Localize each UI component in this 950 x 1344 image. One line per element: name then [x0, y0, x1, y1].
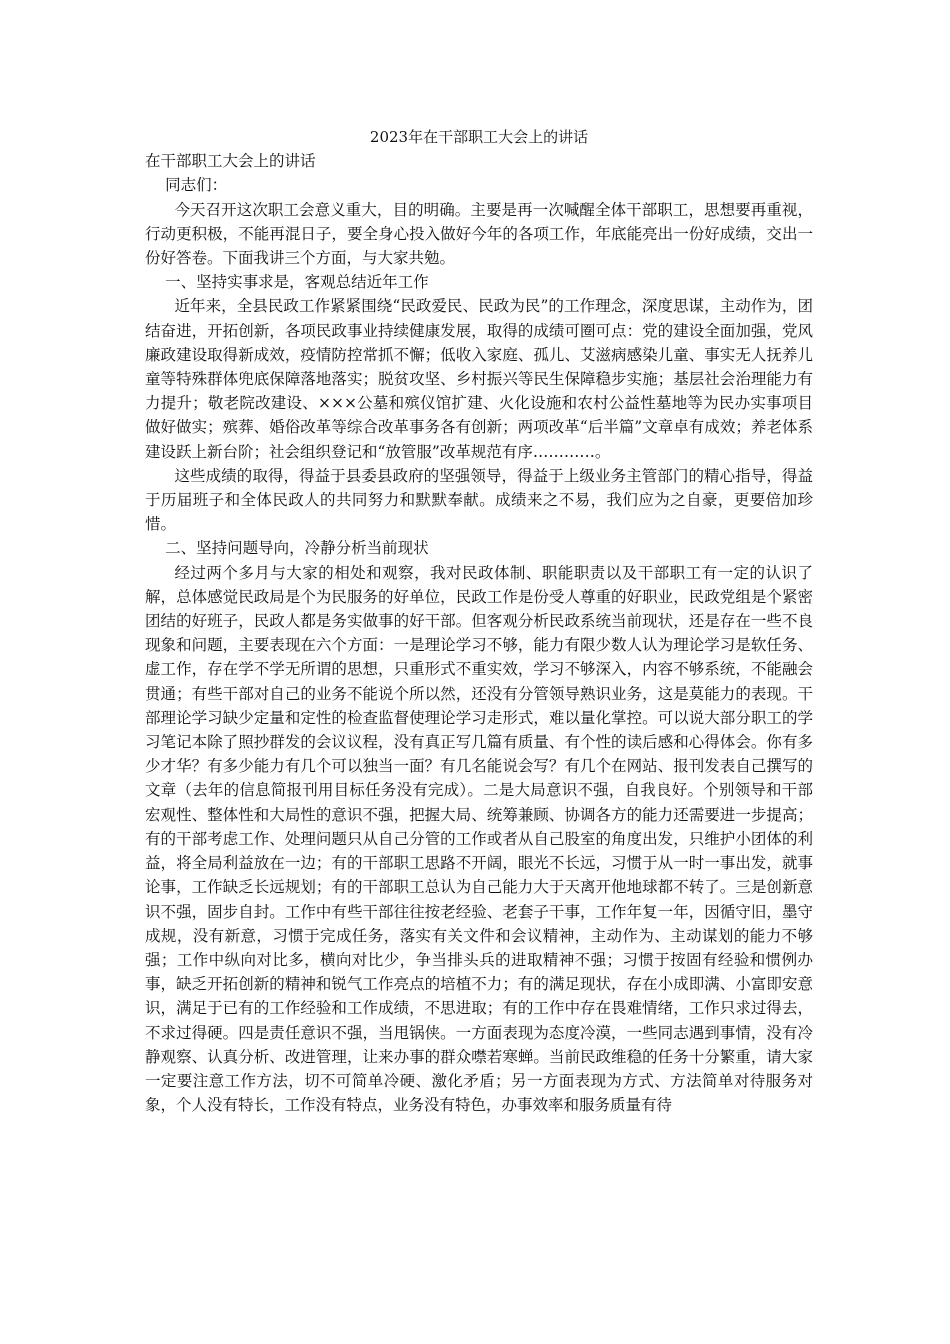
document-body: [145, 125, 813, 1117]
paragraph-problems: 经过两个多月与大家的相处和观察，我对民政体制、职能职责以及干部职工有一定的认识了解，总体感觉民政局是个为民服务的好单位，民政工作是份受人尊重的好职业，民政党组是个紧密团结的好班子，民政人都是务实做事的好干部。但客观分析民政系统当前现状，还是存在一些不良现象和问题，主要表现在六个方面：一是理论学习不够，能力有限少数人认为理论学习是软任务、虚工作，存在学不学无所谓的思想，只重形式不重实效，学习不够深入，内容不够系统，不能融会贯通；有些干部对自己的业务不能说个所以然，还没有分管领导熟识业务，这是莫能力的表现。干部理论学习缺少定量和定性的检查监督使理论学习走形式，难以量化掌控。可以说大部分职工的学习笔记本除了照抄群发的会议议程，没有真正写几篇有质量、有个性的读后感和心得体会。你有多少才华？有多少能力有几个可以独当一面？有几名能说会写？有几个在网站、报刊发表自己撰写的文章（去年的信息简报刊用目标任务没有完成）。二是大局意识不强，自我良好。个别领导和干部宏观性、整体性和大局性的意识不强，把握大局、统筹兼顾、协调各方的能力还需要进一步提高；有的干部考虑工作、处理问题只从自己分管的工作或者从自己股室的角度出发，只维护小团体的利益，将全局利益放在一边；有的干部职工思路不开阔，眼光不长远，习惯于从一时一事出发，就事论事，工作缺乏长远规划；有的干部职工总认为自己能力大于天离开他地球都不转了。三是创新意识不强，固步自封。工作中有些干部往往按老经验、老套子干事，工作年复一年，因循守旧，墨守成规，没有新意，习惯于完成任务，落实有关文件和会议精神，主动作为、主动谋划的能力不够强；工作中纵向对比多，横向对比少，争当排头兵的进取精神不强；习惯于按固有经验和惯例办事，缺乏开拓创新的精神和锐气工作亮点的培植不力；有的满足现状，存在小成即满、小富即安意识，满足于已有的工作经验和工作成绩，不思进取；有的工作中存在畏难情绪，工作只求过得去，不求过得硬。四是责任意识不强，当甩锅侠。一方面表现为态度冷漠，一些同志遇到事情，没有冷静观察、认真分析、改进管理，让来办事的群众噤若寒蝉。当前民政维稳的任务十分繁重，请大家一定要注意工作方法，切不可简单冷硬、激化矛盾；另一方面表现为方式、方法简单对待服务对象，个人没有特长，工作没有特点，业务没有特色，办事效率和服务质量有待: [145, 563, 813, 1115]
document-title: 2023年在干部职工大会上的讲话: [369, 128, 589, 146]
salutation: 同志们：: [165, 176, 228, 195]
paragraph-achievements: 近年来，全县民政工作紧紧围绕“民政爱民、民政为民”的工作理念，深度思谋，主动作为，团结奋进，开拓创新，各项民政事业持续健康发展，取得的成绩可圈可点：党的建设全面加强，党风廉政建设取得新成效，疫情防控常抓不懈；低收入家庭、孤儿、艾滋病感染儿童、事实无人抚养儿童等特殊群体兜底保障落地落实；脱贫攻坚、乡村振兴等民生保障稳步实施；基层社会治理能力有力提升；敬老院改建设、×××公墓和殡仪馆扩建、火化设施和农村公益性墓地等为民办实事项目做好做实；殡葬、婚俗改革等综合改革事务各有创新；两项改革“后半篇”文章卓有成效；养老体系建设跃上新台阶；社会组织登记和“放管服”改革规范有序…………。: [145, 297, 813, 461]
paragraph-gratitude: 这些成绩的取得，得益于县委县政府的坚强领导，得益于上级业务主管部门的精心指导，得益于历届班子和全体民政人的共同努力和默默奉献。成绩来之不易，我们应为之自豪，更要倍加珍惜。: [145, 466, 813, 534]
section-heading-2: 二、坚持问题导向，冷静分析当前现状: [165, 539, 429, 558]
section-heading-1: 一、坚持实事求是，客观总结近年工作: [165, 273, 429, 292]
document-subtitle: 在干部职工大会上的讲话: [145, 152, 316, 171]
paragraph-intro: 今天召开这次职工会意义重大，目的明确。主要是再一次喊醒全体干部职工，思想要再重视，行动更积极，不能再混日子，要全身心投入做好今年的各项工作，年底能亮出一份好成绩，交出一份好答卷。下面我讲三个方面，与大家共勉。: [145, 200, 813, 268]
